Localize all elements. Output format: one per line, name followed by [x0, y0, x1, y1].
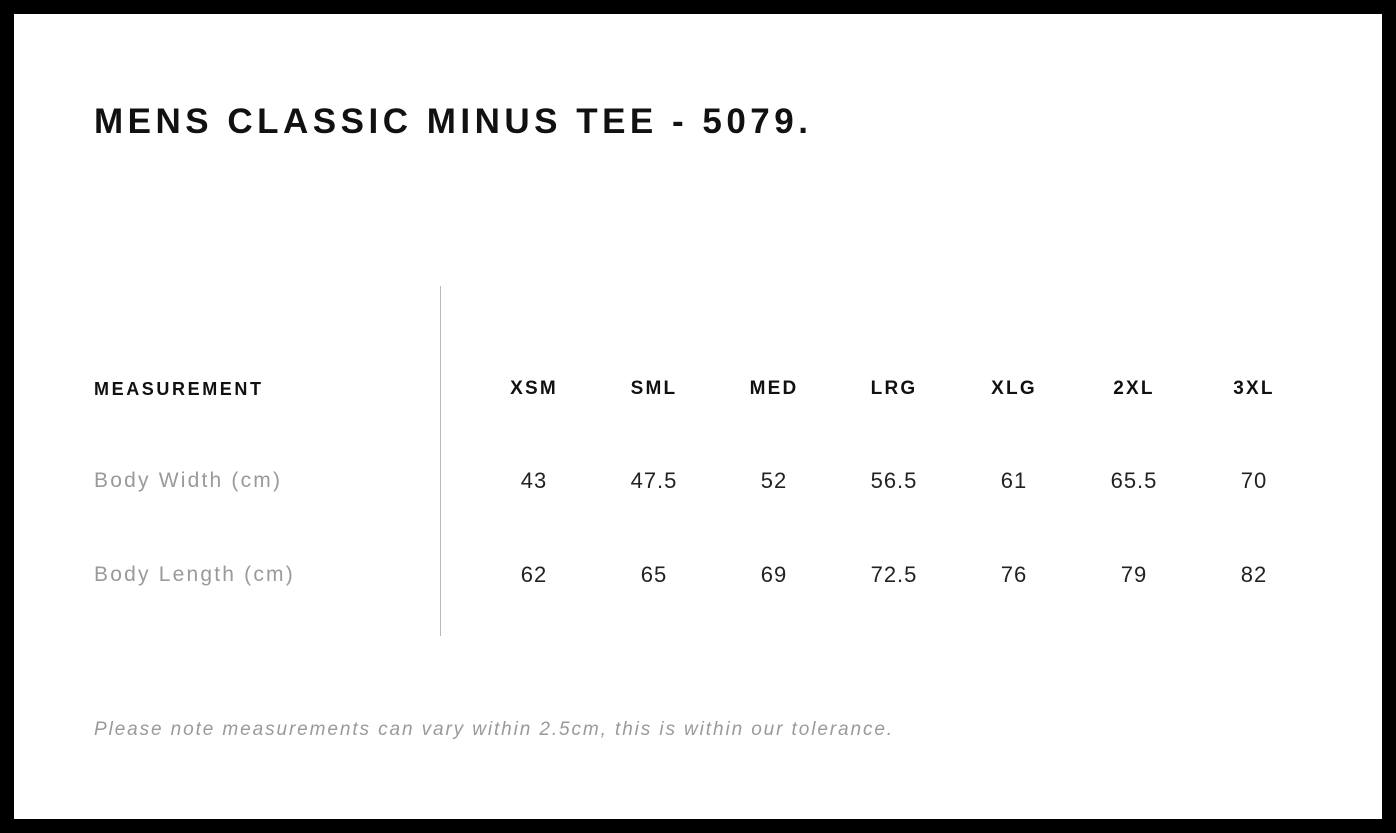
cell-body-length-lrg: 72.5: [870, 562, 918, 587]
column-header-size-sml: SML: [630, 378, 678, 399]
cell-body-width-3xl: 70: [1240, 468, 1268, 493]
cell-body-length-med: 69: [760, 562, 788, 587]
cell-body-length-sml: 65: [640, 562, 668, 587]
cell-body-width-xlg: 61: [1000, 468, 1028, 493]
column-header-size-xlg: XLG: [991, 378, 1037, 399]
column-header-size-xsm: XSM: [510, 378, 558, 399]
table-row: [94, 528, 1314, 622]
cell-body-length-3xl: 82: [1240, 562, 1268, 587]
tolerance-note: Please note measurements can vary within 2.5cm, this is within our tolerance.: [94, 719, 894, 740]
cell-body-length-2xl: 79: [1120, 562, 1148, 587]
table-header-row: [94, 344, 1314, 434]
column-header-size-2xl: 2XL: [1113, 378, 1155, 399]
page-title: MENS CLASSIC MINUS TEE - 5079.: [94, 102, 813, 141]
cell-body-length-xlg: 76: [1000, 562, 1028, 587]
cell-body-width-2xl: 65.5: [1110, 468, 1158, 493]
column-header-measurement: MEASUREMENT: [94, 378, 264, 399]
cell-body-width-sml: 47.5: [630, 468, 678, 493]
column-header-size-med: MED: [749, 378, 799, 399]
table-row: [94, 434, 1314, 528]
cell-body-length-xsm: 62: [520, 562, 548, 587]
size-chart-table: [94, 344, 1314, 622]
column-header-size-lrg: LRG: [870, 378, 918, 399]
row-label-body-length: Body Length (cm): [94, 563, 295, 586]
cell-body-width-lrg: 56.5: [870, 468, 918, 493]
column-header-size-3xl: 3XL: [1233, 378, 1275, 399]
cell-body-width-med: 52: [760, 468, 788, 493]
size-chart-page: [14, 14, 1382, 819]
row-label-body-width: Body Width (cm): [94, 469, 283, 492]
cell-body-width-xsm: 43: [520, 468, 548, 493]
